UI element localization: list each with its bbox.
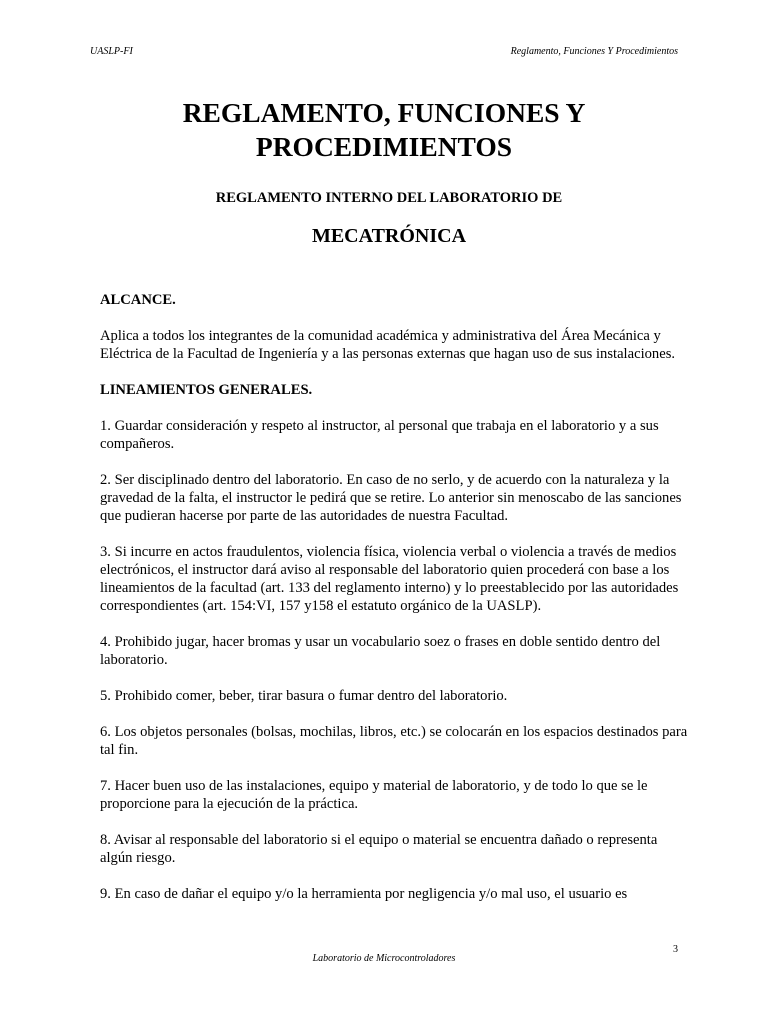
section-heading-lineamientos: LINEAMIENTOS GENERALES. xyxy=(100,382,313,398)
page-number: 3 xyxy=(673,944,678,955)
list-item: 5. Prohibido comer, beber, tirar basura o fumar dentro del laboratorio. xyxy=(100,688,508,704)
document-subtitle-lab: MECATRÓNICA xyxy=(311,225,467,247)
document-body xyxy=(100,291,690,903)
paragraph-alcance: Aplica a todos los integrantes de la comunidad académica y administrativa del Área Mecánica y Eléctrica de la Facultad de Ingeniería y a las personas externas que hagan uso de sus instalaciones. xyxy=(100,328,676,362)
list-item: 9. En caso de dañar el equipo y/o la herramienta por negligencia y/o mal uso, el usuario es xyxy=(100,886,628,902)
document-subtitle: REGLAMENTO INTERNO DEL LABORATORIO DE xyxy=(215,190,563,206)
list-item: 4. Prohibido jugar, hacer bromas y usar un vocabulario soez o frases en doble sentido dentro del laboratorio. xyxy=(100,634,661,668)
header-right: Reglamento, Funciones Y Procedimientos xyxy=(510,46,678,57)
list-item: 1. Guardar consideración y respeto al instructor, al personal que trabaja en el laboratorio y a sus compañeros. xyxy=(100,418,659,452)
section-heading-alcance: ALCANCE. xyxy=(100,292,176,308)
header-left: UASLP-FI xyxy=(90,46,133,57)
list-item: 8. Avisar al responsable del laboratorio si el equipo o material se encuentra dañado o representa algún riesgo. xyxy=(100,832,658,866)
list-item: 7. Hacer buen uso de las instalaciones, equipo y material de laboratorio, y de todo lo que se le proporcione para la ejecución de la práctica. xyxy=(100,778,648,812)
list-item: 3. Si incurre en actos fraudulentos, violencia física, violencia verbal o violencia a través de medios electrónicos, el instructor dará aviso al responsable del laboratorio quien procederá con base a los lineamientos de la facultad (art. 133 del reglamento interno) y lo preestablecido por las autoridades correspondientes (art. 154:VI, 157 y158 el estatuto orgánico de la UASLP). xyxy=(100,544,679,614)
document-title: REGLAMENTO, FUNCIONES Y PROCEDIMIENTOS xyxy=(182,97,586,162)
list-item: 2. Ser disciplinado dentro del laboratorio. En caso de no serlo, y de acuerdo con la naturaleza y la gravedad de la falta, el instructor le pedirá que se retire. Lo anterior sin menoscabo de las sanciones que pudieran hacerse por parte de las autoridades de nuestra Facultad. xyxy=(100,472,682,524)
footer: Laboratorio de Microcontroladores xyxy=(312,953,456,964)
list-item: 6. Los objetos personales (bolsas, mochilas, libros, etc.) se colocarán en los espacios destinados para tal fin. xyxy=(100,724,688,758)
